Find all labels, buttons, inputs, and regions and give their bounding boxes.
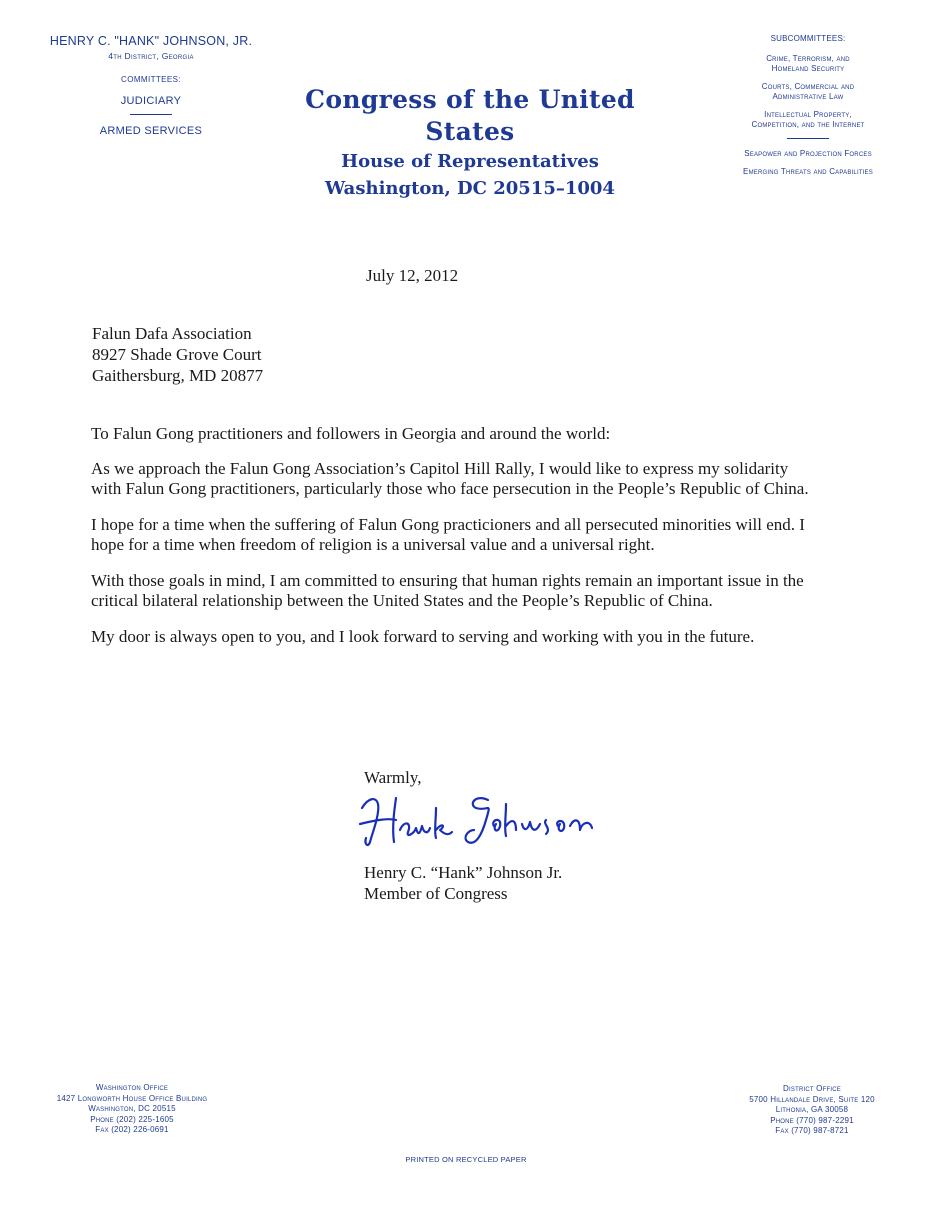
recipient-line: 8927 Shade Grove Court: [92, 345, 262, 364]
footer-line: Lithonia, GA 30058: [775, 1105, 849, 1114]
committee-judiciary: JUDICIARY: [120, 95, 182, 107]
footer-line: Washington, DC 20515: [88, 1104, 176, 1113]
subcommittee-line: Competition, and the Internet: [751, 120, 865, 129]
recycled-paper-note: PRINTED ON RECYCLED PAPER: [405, 1155, 527, 1164]
committee-armed-services: ARMED SERVICES: [99, 125, 203, 137]
committees-label: COMMITTEES:: [121, 75, 181, 84]
title-address: Washington, DC 20515–1004: [325, 178, 615, 199]
subcommittee-emerging-threats: Emerging Threats and Capabilities: [743, 167, 873, 176]
district-office: [730, 1084, 894, 1137]
subcommittee-line: Intellectual Property,: [764, 110, 852, 119]
title-congress: Congress of the United States: [305, 85, 635, 146]
footer-line: District Office: [783, 1084, 841, 1093]
signer-name: Henry C. “Hank” Johnson Jr.: [364, 863, 563, 882]
subcommittee-line: Crime, Terrorism, and: [766, 54, 850, 63]
divider: [130, 114, 172, 115]
subcommittee-ip: [722, 110, 894, 130]
subcommittee-line: Courts, Commercial and: [761, 82, 855, 91]
footer-line: Fax (770) 987-8721: [775, 1126, 849, 1135]
paragraph: I hope for a time when the suffering of Falun Gong practicioners and all persecuted minorities will end. I hope for a time when freedom of religion is a universal value and a universal right.: [91, 515, 805, 554]
title-house: House of Representatives: [341, 151, 599, 172]
subcommittee-courts: [722, 82, 894, 102]
signer-block: [364, 862, 562, 904]
footer-line: 5700 Hillandale Drive, Suite 120: [749, 1094, 875, 1104]
subcommittees-label: SUBCOMMITTEES:: [770, 34, 846, 43]
subcommittee-seapower: Seapower and Projection Forces: [744, 149, 872, 158]
paragraph: My door is always open to you, and I look forward to serving and working with you in the future.: [91, 627, 755, 646]
footer-line: Washington Office: [95, 1083, 169, 1092]
district: 4th District, Georgia: [108, 51, 194, 61]
footer-line: Phone (202) 225-1605: [90, 1114, 174, 1124]
letterhead-left: [40, 34, 262, 137]
recipient-line: Gaithersburg, MD 20877: [92, 366, 264, 385]
washington-office: [36, 1083, 228, 1136]
subcommittee-line: Homeland Security: [771, 64, 845, 73]
recipient-address: [92, 323, 263, 386]
letter-date: July 12, 2012: [366, 266, 459, 285]
recipient-line: Falun Dafa Association: [92, 324, 252, 343]
footer-line: 1427 Longworth House Office Building: [56, 1093, 208, 1103]
letterhead-title: [262, 84, 678, 202]
salutation: To Falun Gong practitioners and followers in Georgia and around the world:: [91, 424, 611, 443]
letterhead-right: [722, 34, 894, 185]
paragraph: As we approach the Falun Gong Association’s Capitol Hill Rally, I would like to express my solidarity with Falun Gong practitioners, particularly those who face persecution in the People’s Republic of China.: [91, 459, 809, 498]
letter-body: [91, 424, 811, 663]
divider: [787, 138, 829, 139]
signer-title: Member of Congress: [364, 884, 508, 903]
paragraph: With those goals in mind, I am committed to ensuring that human rights remain an important issue in the critical bilateral relationship between the United States and the People’s Republic of China.: [91, 571, 804, 610]
subcommittee-line: Administrative Law: [772, 92, 844, 101]
footer-line: Phone (770) 987-2291: [770, 1115, 854, 1125]
signature: [356, 790, 616, 850]
footer-line: Fax (202) 226-0691: [95, 1125, 169, 1134]
subcommittee-crime: [722, 54, 894, 74]
member-name: HENRY C. "HANK" JOHNSON, JR.: [49, 34, 253, 48]
closing: Warmly,: [364, 768, 422, 787]
